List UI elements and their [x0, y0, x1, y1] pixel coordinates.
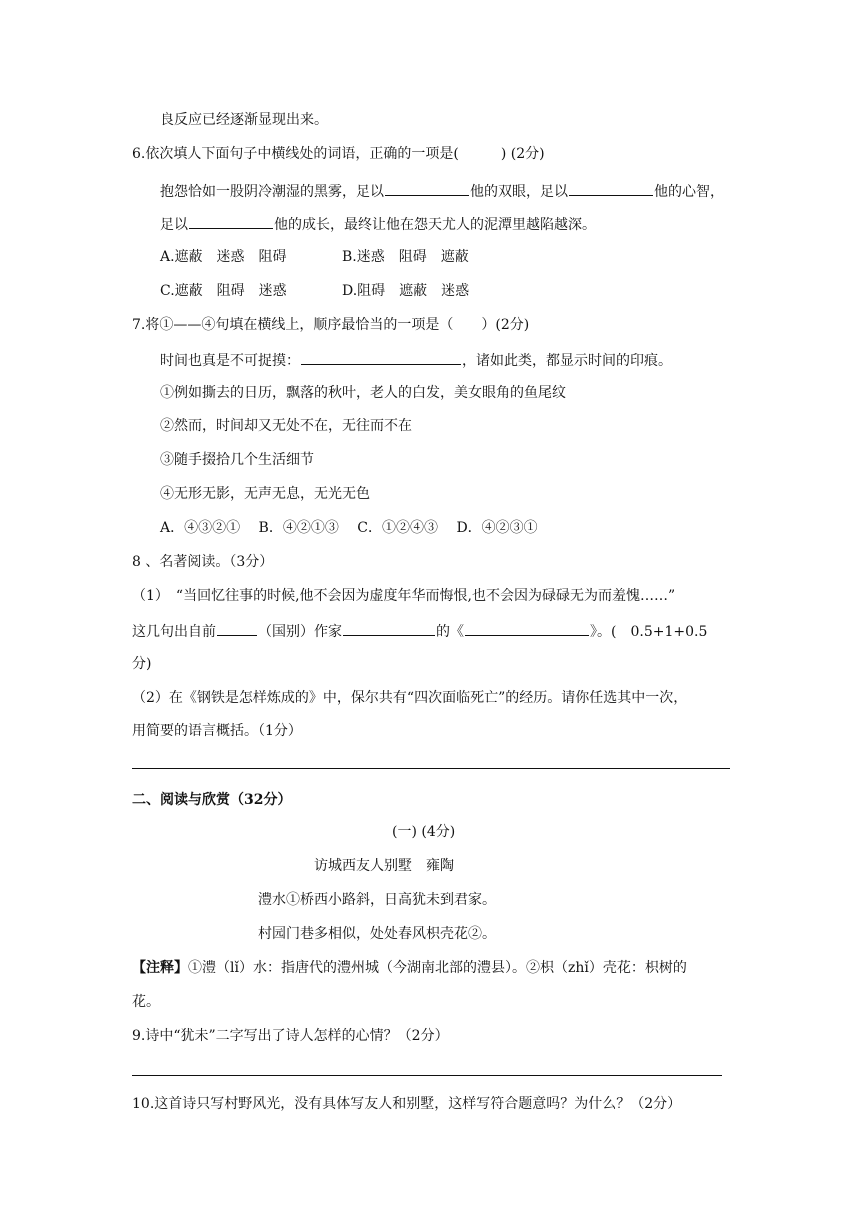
annotation-label: 【注释】 [132, 960, 188, 976]
q8-part1-line3: 分) [132, 656, 152, 672]
q7-options: A．④③②① B．④②①③ C．①②④③ D．④②③① [160, 520, 538, 536]
question-6: 6.依次填人下面句子中横线处的词语，正确的一项是( ) (2分) [132, 146, 545, 162]
blank-4[interactable] [301, 349, 461, 365]
q7-item-4: ④无形无影，无声无息，无光无色 [160, 486, 370, 502]
section-2-heading: 二、阅读与欣赏（32分） [132, 792, 292, 808]
poem-line-2: 村园门巷多相似，处处春风枳壳花②。 [258, 926, 496, 942]
q7-item-2: ②然而，时间却又无处不在，无往而不在 [160, 418, 412, 434]
q8-part2-line2: 用简要的语言概括。（1分） [132, 723, 302, 739]
question-9: 9.诗中“犹未”二字写出了诗人怎样的心情？（2分） [132, 1028, 449, 1044]
q6-option-a: A.遮蔽 迷惑 阻碍 [160, 249, 287, 265]
q8-part1: （1） “当回忆往事的时候,他不会因为虚度年华而悔恨,也不会因为碌碌无为而羞愧……” [132, 588, 676, 604]
blank-author[interactable] [343, 620, 435, 636]
q8-part1-line2: 这几句出自前 （国别）作家 的《 》。( 0.5+1+0.5 [132, 620, 707, 642]
answer-line-q8[interactable] [132, 768, 730, 769]
poem-line-1: 澧水①桥西小路斜，日高犹未到君家。 [258, 892, 496, 908]
blank-country[interactable] [217, 620, 257, 636]
q6-sentence-line1: 抱怨恰如一股阴冷潮湿的黑雾，足以 他的双眼，足以 他的心智， [160, 180, 724, 202]
poem-title: 访城西友人别墅 雍陶 [314, 858, 454, 874]
q8-part2: （2）在《钢铁是怎样炼成的》中，保尔共有“四次面临死亡”的经历。请你任选其中一次， [132, 690, 688, 706]
question-10: 10.这首诗只写村野风光，没有具体写友人和别墅，这样写符合题意吗？为什么？（2分） [132, 1096, 682, 1112]
blank-2[interactable] [569, 180, 653, 196]
blank-1[interactable] [385, 180, 469, 196]
blank-book[interactable] [465, 620, 589, 636]
annotation: 【注释】①澧（lǐ）水：指唐代的澧州城（今湖南北部的澧县）。②枳（zhǐ）壳花：枳树的 [132, 960, 687, 976]
continued-text: 良反应已经逐渐显现出来。 [160, 112, 328, 128]
annotation-line2: 花。 [132, 994, 160, 1010]
blank-3[interactable] [189, 213, 273, 229]
q6-option-d: D.阻碍 遮蔽 迷惑 [342, 283, 470, 299]
q7-item-3: ③随手掇拾几个生活细节 [160, 452, 314, 468]
q6-sentence-line2: 足以 他的成长，最终让他在怨天尤人的泥潭里越陷越深。 [160, 213, 596, 235]
q7-item-1: ①例如撕去的日历，飘落的秋叶，老人的白发，美女眼角的鱼尾纹 [160, 385, 566, 401]
q7-sentence: 时间也真是不可捉摸： ，诸如此类，都显示时间的印痕。 [160, 349, 672, 371]
passage-1-heading: (一) (4分) [392, 824, 456, 840]
q6-option-b: B.迷惑 阻碍 遮蔽 [342, 249, 469, 265]
q6-option-c: C.遮蔽 阻碍 迷惑 [160, 283, 287, 299]
answer-line-q9[interactable] [132, 1075, 722, 1076]
question-7: 7.将①——④句填在横线上，顺序最恰当的一项是（ ）(2分) [132, 317, 530, 333]
question-8: 8 、名著阅读。（3分） [132, 554, 274, 570]
